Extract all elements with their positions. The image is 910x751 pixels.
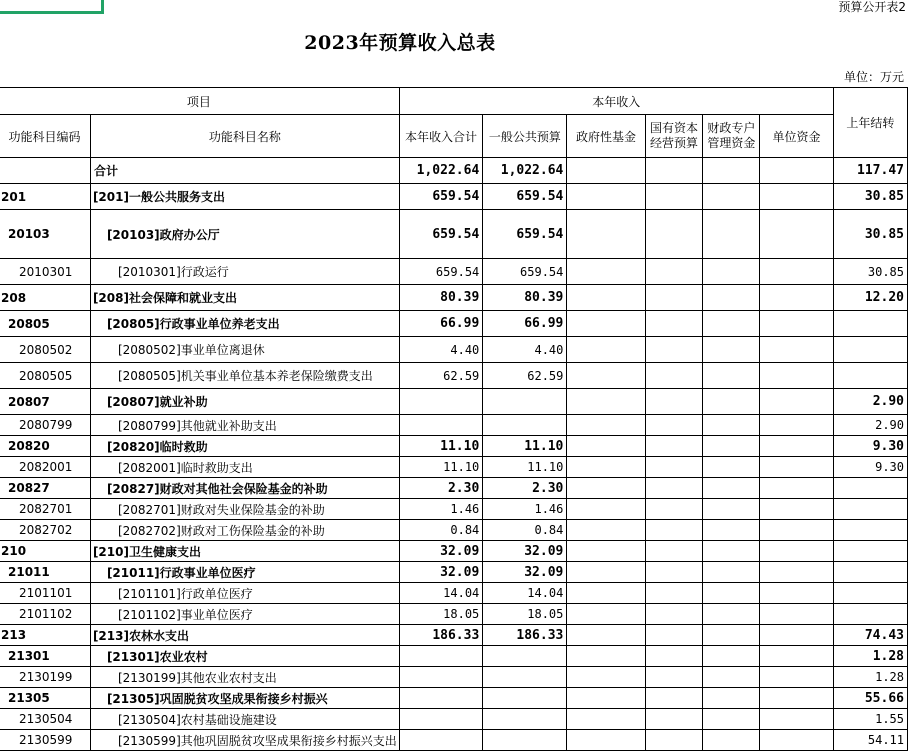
row-unit-fund[interactable] (760, 415, 833, 436)
row-general-budget[interactable]: 62.59 (483, 363, 567, 389)
row-state-capital-budget[interactable] (645, 520, 703, 541)
row-special-account-fund[interactable] (703, 184, 760, 210)
row-government-fund[interactable] (567, 311, 645, 337)
row-code[interactable]: 20827 (0, 478, 90, 499)
row-state-capital-budget[interactable] (645, 436, 703, 457)
table-row (0, 583, 908, 604)
row-general-budget[interactable]: 66.99 (483, 311, 567, 337)
row-name[interactable]: [2010301]行政运行 (90, 259, 399, 285)
row-name[interactable]: [210]卫生健康支出 (90, 541, 399, 562)
row-income-total[interactable]: 18.05 (399, 604, 483, 625)
page-title: 2023年预算收入总表 (304, 32, 496, 54)
header-general-budget[interactable]: 一般公共预算 (483, 115, 567, 158)
row-unit-fund[interactable] (760, 562, 833, 583)
row-special-account-fund[interactable] (703, 499, 760, 520)
row-name[interactable]: [2101101]行政单位医疗 (90, 583, 399, 604)
row-special-account-fund[interactable] (703, 541, 760, 562)
row-carryover[interactable]: 117.47 (833, 158, 907, 184)
row-general-budget[interactable]: 4.40 (483, 337, 567, 363)
row-government-fund[interactable] (567, 604, 645, 625)
row-general-budget[interactable]: 18.05 (483, 604, 567, 625)
row-unit-fund[interactable] (760, 688, 833, 709)
header-unit-fund[interactable]: 单位资金 (760, 115, 833, 158)
row-name[interactable]: [213]农林水支出 (90, 625, 399, 646)
row-general-budget[interactable]: 659.54 (483, 259, 567, 285)
row-income-total[interactable]: 1,022.64 (399, 158, 483, 184)
header-state-capital-budget[interactable]: 国有资本经营预算 (645, 115, 703, 158)
row-special-account-fund[interactable] (703, 285, 760, 311)
row-carryover[interactable]: 1.28 (833, 667, 907, 688)
table-row (0, 210, 908, 259)
row-code[interactable]: 2130504 (0, 709, 90, 730)
row-state-capital-budget[interactable] (645, 646, 703, 667)
table-row (0, 457, 908, 478)
row-special-account-fund[interactable] (703, 158, 760, 184)
row-code[interactable]: 21011 (0, 562, 90, 583)
row-special-account-fund[interactable] (703, 646, 760, 667)
table-row (0, 337, 908, 363)
row-name[interactable]: 合计 (90, 158, 399, 184)
row-state-capital-budget[interactable] (645, 478, 703, 499)
table-row (0, 520, 908, 541)
row-income-total[interactable]: 32.09 (399, 562, 483, 583)
row-carryover[interactable]: 30.85 (833, 210, 907, 259)
row-unit-fund[interactable] (760, 337, 833, 363)
table-row (0, 415, 908, 436)
row-name[interactable]: [2130599]其他巩固脱贫攻坚成果衔接乡村振兴支出 (90, 730, 399, 751)
row-government-fund[interactable] (567, 709, 645, 730)
row-income-total[interactable]: 186.33 (399, 625, 483, 646)
table-row (0, 311, 908, 337)
row-general-budget[interactable] (483, 730, 567, 751)
row-unit-fund[interactable] (760, 625, 833, 646)
row-code[interactable]: 208 (0, 285, 90, 311)
row-state-capital-budget[interactable] (645, 457, 703, 478)
row-code[interactable]: 21301 (0, 646, 90, 667)
table-row (0, 562, 908, 583)
row-carryover[interactable]: 1.55 (833, 709, 907, 730)
row-special-account-fund[interactable] (703, 583, 760, 604)
row-unit-fund[interactable] (760, 363, 833, 389)
table-row (0, 285, 908, 311)
budget-income-table (0, 87, 908, 751)
row-income-total[interactable]: 4.40 (399, 337, 483, 363)
header-special-account-fund[interactable]: 财政专户管理资金 (703, 115, 760, 158)
row-code[interactable]: 20805 (0, 311, 90, 337)
row-special-account-fund[interactable] (703, 688, 760, 709)
table-row (0, 667, 908, 688)
row-state-capital-budget[interactable] (645, 709, 703, 730)
table-row (0, 436, 908, 457)
row-general-budget[interactable] (483, 709, 567, 730)
table-row (0, 158, 908, 184)
row-carryover[interactable] (833, 311, 907, 337)
table-row (0, 604, 908, 625)
row-government-fund[interactable] (567, 436, 645, 457)
row-name[interactable]: [2130199]其他农业农村支出 (90, 667, 399, 688)
header-project[interactable]: 项目 (0, 88, 399, 115)
row-government-fund[interactable] (567, 158, 645, 184)
row-state-capital-budget[interactable] (645, 499, 703, 520)
row-name[interactable]: [21301]农业农村 (90, 646, 399, 667)
row-code[interactable]: 201 (0, 184, 90, 210)
table-row (0, 730, 908, 751)
row-general-budget[interactable] (483, 646, 567, 667)
row-income-total[interactable]: 659.54 (399, 259, 483, 285)
row-code[interactable]: 2130199 (0, 667, 90, 688)
row-income-total[interactable]: 2.30 (399, 478, 483, 499)
header-function-name[interactable]: 功能科目名称 (90, 115, 399, 158)
row-state-capital-budget[interactable] (645, 363, 703, 389)
row-state-capital-budget[interactable] (645, 311, 703, 337)
row-name[interactable]: [2080505]机关事业单位基本养老保险缴费支出 (90, 363, 399, 389)
row-carryover[interactable] (833, 520, 907, 541)
row-carryover[interactable] (833, 562, 907, 583)
table-row (0, 541, 908, 562)
header-government-fund[interactable]: 政府性基金 (567, 115, 645, 158)
row-unit-fund[interactable] (760, 285, 833, 311)
row-government-fund[interactable] (567, 259, 645, 285)
header-function-code[interactable]: 功能科目编码 (0, 115, 90, 158)
row-general-budget[interactable]: 32.09 (483, 541, 567, 562)
row-state-capital-budget[interactable] (645, 389, 703, 415)
row-general-budget[interactable]: 11.10 (483, 436, 567, 457)
row-code[interactable]: 2082701 (0, 499, 90, 520)
row-carryover[interactable]: 55.66 (833, 688, 907, 709)
row-name[interactable]: [20820]临时救助 (90, 436, 399, 457)
row-unit-fund[interactable] (760, 158, 833, 184)
row-code[interactable]: 20103 (0, 210, 90, 259)
row-carryover[interactable]: 12.20 (833, 285, 907, 311)
row-income-total[interactable] (399, 667, 483, 688)
row-code[interactable]: 210 (0, 541, 90, 562)
row-carryover[interactable]: 2.90 (833, 415, 907, 436)
row-name[interactable]: [208]社会保障和就业支出 (90, 285, 399, 311)
row-state-capital-budget[interactable] (645, 583, 703, 604)
table-row (0, 499, 908, 520)
row-code[interactable] (0, 158, 90, 184)
row-government-fund[interactable] (567, 457, 645, 478)
row-name[interactable]: [20827]财政对其他社会保险基金的补助 (90, 478, 399, 499)
row-special-account-fund[interactable] (703, 337, 760, 363)
row-government-fund[interactable] (567, 337, 645, 363)
row-carryover[interactable]: 1.28 (833, 646, 907, 667)
row-code[interactable]: 20807 (0, 389, 90, 415)
row-state-capital-budget[interactable] (645, 184, 703, 210)
row-code[interactable]: 213 (0, 625, 90, 646)
table-row (0, 688, 908, 709)
row-state-capital-budget[interactable] (645, 667, 703, 688)
row-government-fund[interactable] (567, 541, 645, 562)
row-state-capital-budget[interactable] (645, 604, 703, 625)
row-government-fund[interactable] (567, 667, 645, 688)
header-income-total[interactable]: 本年收入合计 (399, 115, 483, 158)
row-unit-fund[interactable] (760, 520, 833, 541)
row-code[interactable]: 2082001 (0, 457, 90, 478)
row-special-account-fund[interactable] (703, 436, 760, 457)
row-general-budget[interactable]: 1.46 (483, 499, 567, 520)
row-special-account-fund[interactable] (703, 389, 760, 415)
row-unit-fund[interactable] (760, 646, 833, 667)
row-name[interactable]: [21305]巩固脱贫攻坚成果衔接乡村振兴 (90, 688, 399, 709)
row-unit-fund[interactable] (760, 311, 833, 337)
row-carryover[interactable] (833, 478, 907, 499)
row-general-budget[interactable] (483, 688, 567, 709)
row-special-account-fund[interactable] (703, 478, 760, 499)
row-code[interactable]: 2080799 (0, 415, 90, 436)
row-unit-fund[interactable] (760, 389, 833, 415)
row-income-total[interactable] (399, 415, 483, 436)
table-row (0, 478, 908, 499)
row-unit-fund[interactable] (760, 457, 833, 478)
row-state-capital-budget[interactable] (645, 337, 703, 363)
row-special-account-fund[interactable] (703, 730, 760, 751)
row-government-fund[interactable] (567, 285, 645, 311)
table-row (0, 709, 908, 730)
row-carryover[interactable] (833, 499, 907, 520)
table-row (0, 184, 908, 210)
row-unit-fund[interactable] (760, 259, 833, 285)
row-special-account-fund[interactable] (703, 604, 760, 625)
row-income-total[interactable]: 80.39 (399, 285, 483, 311)
row-special-account-fund[interactable] (703, 520, 760, 541)
row-unit-fund[interactable] (760, 667, 833, 688)
row-income-total[interactable] (399, 730, 483, 751)
row-unit-fund[interactable] (760, 478, 833, 499)
row-special-account-fund[interactable] (703, 709, 760, 730)
row-code[interactable]: 2101101 (0, 583, 90, 604)
row-carryover[interactable] (833, 604, 907, 625)
row-carryover[interactable]: 9.30 (833, 457, 907, 478)
row-government-fund[interactable] (567, 520, 645, 541)
row-name[interactable]: [2082702]财政对工伤保险基金的补助 (90, 520, 399, 541)
table-row (0, 259, 908, 285)
row-code[interactable]: 2130599 (0, 730, 90, 751)
row-state-capital-budget[interactable] (645, 541, 703, 562)
row-income-total[interactable]: 659.54 (399, 210, 483, 259)
row-state-capital-budget[interactable] (645, 730, 703, 751)
row-carryover[interactable]: 30.85 (833, 259, 907, 285)
row-general-budget[interactable]: 2.30 (483, 478, 567, 499)
table-row (0, 646, 908, 667)
row-general-budget[interactable] (483, 667, 567, 688)
row-government-fund[interactable] (567, 184, 645, 210)
row-income-total[interactable]: 659.54 (399, 184, 483, 210)
row-government-fund[interactable] (567, 210, 645, 259)
row-unit-fund[interactable] (760, 604, 833, 625)
row-carryover[interactable] (833, 583, 907, 604)
row-carryover[interactable] (833, 541, 907, 562)
row-name[interactable]: [20805]行政事业单位养老支出 (90, 311, 399, 337)
row-unit-fund[interactable] (760, 709, 833, 730)
row-income-total[interactable]: 0.84 (399, 520, 483, 541)
row-income-total[interactable]: 62.59 (399, 363, 483, 389)
row-income-total[interactable] (399, 646, 483, 667)
row-state-capital-budget[interactable] (645, 259, 703, 285)
row-government-fund[interactable] (567, 688, 645, 709)
row-government-fund[interactable] (567, 499, 645, 520)
row-income-total[interactable] (399, 389, 483, 415)
row-general-budget[interactable]: 186.33 (483, 625, 567, 646)
row-unit-fund[interactable] (760, 583, 833, 604)
row-code[interactable]: 2010301 (0, 259, 90, 285)
row-income-total[interactable]: 66.99 (399, 311, 483, 337)
row-name[interactable]: [20103]政府办公厅 (90, 210, 399, 259)
table-row (0, 625, 908, 646)
row-state-capital-budget[interactable] (645, 285, 703, 311)
row-unit-fund[interactable] (760, 210, 833, 259)
row-name[interactable]: [2101102]事业单位医疗 (90, 604, 399, 625)
row-special-account-fund[interactable] (703, 363, 760, 389)
row-income-total[interactable]: 1.46 (399, 499, 483, 520)
row-government-fund[interactable] (567, 478, 645, 499)
row-government-fund[interactable] (567, 415, 645, 436)
row-code[interactable]: 2080505 (0, 363, 90, 389)
row-unit-fund[interactable] (760, 499, 833, 520)
table-row (0, 363, 908, 389)
row-special-account-fund[interactable] (703, 415, 760, 436)
row-government-fund[interactable] (567, 389, 645, 415)
unit-label: 单位：万元 (843, 70, 904, 84)
row-general-budget[interactable]: 0.84 (483, 520, 567, 541)
row-carryover[interactable]: 30.85 (833, 184, 907, 210)
row-state-capital-budget[interactable] (645, 158, 703, 184)
table-row (0, 389, 908, 415)
row-carryover[interactable]: 54.11 (833, 730, 907, 751)
row-general-budget[interactable] (483, 415, 567, 436)
row-income-total[interactable] (399, 688, 483, 709)
row-income-total[interactable]: 14.04 (399, 583, 483, 604)
row-income-total[interactable]: 32.09 (399, 541, 483, 562)
row-name[interactable]: [21011]行政事业单位医疗 (90, 562, 399, 583)
row-general-budget[interactable]: 659.54 (483, 184, 567, 210)
row-carryover[interactable]: 9.30 (833, 436, 907, 457)
row-name[interactable]: [2080799]其他就业补助支出 (90, 415, 399, 436)
row-code[interactable]: 2082702 (0, 520, 90, 541)
row-special-account-fund[interactable] (703, 259, 760, 285)
row-state-capital-budget[interactable] (645, 625, 703, 646)
row-state-capital-budget[interactable] (645, 415, 703, 436)
row-name[interactable]: [2130504]农村基础设施建设 (90, 709, 399, 730)
header-row-top (0, 88, 908, 115)
row-general-budget[interactable]: 659.54 (483, 210, 567, 259)
header-current-income[interactable]: 本年收入 (399, 88, 833, 115)
row-government-fund[interactable] (567, 562, 645, 583)
row-name[interactable]: [20807]就业补助 (90, 389, 399, 415)
header-row-bottom (0, 115, 908, 158)
row-unit-fund[interactable] (760, 184, 833, 210)
row-code[interactable]: 21305 (0, 688, 90, 709)
row-government-fund[interactable] (567, 730, 645, 751)
row-carryover[interactable]: 74.43 (833, 625, 907, 646)
row-government-fund[interactable] (567, 625, 645, 646)
row-name[interactable]: [201]一般公共服务支出 (90, 184, 399, 210)
row-general-budget[interactable]: 32.09 (483, 562, 567, 583)
table-code-label: 预算公开表2 (838, 0, 906, 14)
row-special-account-fund[interactable] (703, 625, 760, 646)
row-state-capital-budget[interactable] (645, 688, 703, 709)
row-code[interactable]: 2080502 (0, 337, 90, 363)
row-state-capital-budget[interactable] (645, 562, 703, 583)
row-name[interactable]: [2082701]财政对失业保险基金的补助 (90, 499, 399, 520)
row-general-budget[interactable]: 80.39 (483, 285, 567, 311)
row-carryover[interactable] (833, 363, 907, 389)
row-special-account-fund[interactable] (703, 311, 760, 337)
row-general-budget[interactable] (483, 389, 567, 415)
row-government-fund[interactable] (567, 583, 645, 604)
row-income-total[interactable] (399, 709, 483, 730)
row-government-fund[interactable] (567, 363, 645, 389)
row-general-budget[interactable]: 1,022.64 (483, 158, 567, 184)
row-code[interactable]: 2101102 (0, 604, 90, 625)
header-carryover[interactable]: 上年结转 (833, 88, 907, 158)
row-carryover[interactable]: 2.90 (833, 389, 907, 415)
row-name[interactable]: [2082001]临时救助支出 (90, 457, 399, 478)
row-income-total[interactable]: 11.10 (399, 457, 483, 478)
row-special-account-fund[interactable] (703, 457, 760, 478)
row-special-account-fund[interactable] (703, 667, 760, 688)
row-unit-fund[interactable] (760, 541, 833, 562)
row-carryover[interactable] (833, 337, 907, 363)
selected-cell-indicator (0, 0, 104, 14)
row-income-total[interactable]: 11.10 (399, 436, 483, 457)
row-unit-fund[interactable] (760, 436, 833, 457)
row-unit-fund[interactable] (760, 730, 833, 751)
row-special-account-fund[interactable] (703, 562, 760, 583)
row-general-budget[interactable]: 11.10 (483, 457, 567, 478)
row-name[interactable]: [2080502]事业单位离退休 (90, 337, 399, 363)
row-general-budget[interactable]: 14.04 (483, 583, 567, 604)
row-state-capital-budget[interactable] (645, 210, 703, 259)
row-special-account-fund[interactable] (703, 210, 760, 259)
row-code[interactable]: 20820 (0, 436, 90, 457)
row-government-fund[interactable] (567, 646, 645, 667)
